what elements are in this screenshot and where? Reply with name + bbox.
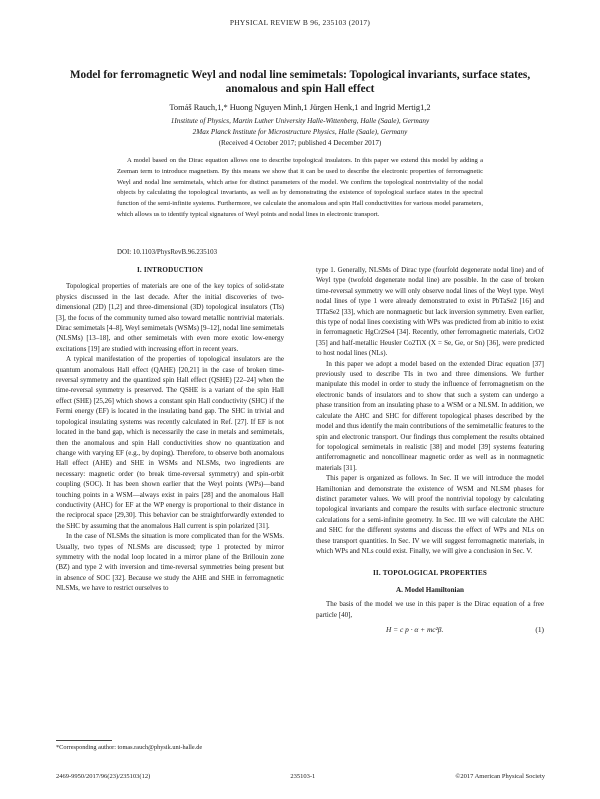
equation-1 xyxy=(316,625,544,635)
affiliation-1: 1Institute of Physics, Martin Luther University Halle-Wittenberg, Halle (Saale), Germany xyxy=(170,117,430,125)
intro-paragraph-3: In the case of NLSMs the situation is more complicated than for the WSMs. Usually, two types of NLSMs are discussed; type 1 protected by mirror symmetry with the nodal loop located in a mirror plane of the Brillouin zone (BZ) and type 2 with inversion and time-reversal symmetries being present but in absence of SOC [32]. Because we study the AHE and SHE in ferromagnetic NLSMs, we have to restrict ourselves to xyxy=(56,532,284,593)
running-head: PHYSICAL REVIEW B 96, 235103 (2017) xyxy=(229,18,371,27)
received-dates: (Received 4 October 2017; published 4 December 2017) xyxy=(218,139,382,147)
footnote-divider xyxy=(56,740,112,741)
doi-link[interactable]: DOI: 10.1103/PhysRevB.96.235103 xyxy=(117,249,218,256)
section-heading-introduction: I. INTRODUCTION xyxy=(136,266,204,274)
right-column xyxy=(316,265,544,635)
intro-paragraph-2: A typical manifestation of the properties of topological insulators are the quantum anomalous Hall effect (QAHE) [20,21] in the case of broken time-reversal symmetry and the quantized spin Hall effect (QSHE) [22–24] when the time-reversal symmetry is preserved. The QSHE is a variant of the spin Hall effect (SHE) [25,26] which shows a constant spin Hall conductivity (SHC) if the Fermi energy (EF) is located in the insulating band gap. The SHC in trivial and topological insulating systems was recently calculated in Ref. [27]. If EF is not located in the band gap, which is necessarily the case in metals and semimetals, then the anomalous and spin Hall conductivities show no quantization and change with varying EF (e.g., by doping). Therefore, to observe both anomalous Hall effect (AHE) and SHE in WSMs and NLSMs, two ingredients are necessary: magnetic order (to break time-reversal symmetry) and spin-orbit coupling (SOC). It has been shown earlier that the Weyl points (WPs)—band touching points in a WSM—always exist in pairs [28] and the anomalous Hall conductivity (AHC) for EF at the WP energy is proportional to their distance in the reciprocal space [29,30]. This behavior can be straightforwardly extended to the SHC by assuming that the anomalous Hall current is spin polarized [31]. xyxy=(56,355,284,530)
corresponding-author-footnote: *Corresponding author: tomas.rauch@physik.uni-halle.de xyxy=(56,744,203,751)
footer-copyright: ©2017 American Physical Society xyxy=(455,773,545,780)
model-paragraph: The basis of the model we use in this paper is the Dirac equation of a free particle [40], xyxy=(316,600,544,619)
section-heading-topological-properties: II. TOPOLOGICAL PROPERTIES xyxy=(372,569,488,578)
footer-page-number: 235103-1 xyxy=(290,773,316,780)
intro-paragraph-5: In this paper we adopt a model based on the extended Dirac equation [37] previously used to describe TIs in two and three dimensions. We further manipulate this model in order to study the influence of ferromagnetism on the electronic bands of insulators and to show that such a system can undergo a phase transition from an insulating phase to a WSM or a NLSM. In addition, we calculate the AHC and SHC for different topological phases described by the model and thus identify the main contributions of the semimetallic features to the spin and electronic transport. Our findings thus complement the results obtained for topological semimetals in realistic [38] and model [39] systems featuring antiferromagnetic and noncollinear magnetic order as well as in nonmagnetic materials [31]. xyxy=(316,359,544,472)
equation-body: H = c p · α + mc²β. xyxy=(386,625,444,634)
abstract: A model based on the Dirac equation allows one to describe topological insulators. In this paper we extend this model by adding a Zeeman term to introduce magnetism. By this means we show that it can be used to describe the electronic properties of ferromagnetic Weyl and nodal line semimetals, which arise for distinct parameters of the model. We confirm the topological nontriviality of the nodal objects by calculating the topological invariants, as well as by demonstrating the existence of topological surface states in the spectral function of the semi-infinite systems. Furthermore, we calculate the anomalous and spin Hall conductivities for various model parameters, which allows us to identify typical signatures of Weyl points and nodal lines in electronic transport. xyxy=(117,157,483,218)
equation-number: (1) xyxy=(535,625,544,634)
intro-paragraph-1: Topological properties of materials are one of the key topics of solid-state physics discussed in the last decade. After the initial discoveries of two-dimensional (2D) [1,2] and three-dimensional (3D) topological insulators (TIs) [3], the focus of the community turned also toward metallic nontrivial materials. Dirac semimetals [4–8], Weyl semimetals (WSMs) [9–12], nodal line semimetals (NLSMs) [13–18], and other semimetals with even more exotic low-energy excitations [19] are studied with increasing effort in recent years. xyxy=(56,282,284,353)
affiliation-2: 2Max Planck Institute for Microstructure Physics, Halle (Saale), Germany xyxy=(192,128,408,136)
page-footer xyxy=(56,773,545,780)
intro-paragraph-6: This paper is organized as follows. In Sec. II we will introduce the model Hamiltonian and demonstrate the existence of WSM and NLSM phases for distinct parameter values. We will proof the nontrivial topology by calculating topological invariants and compare the results with surface electronic structure calculations for a semi-infinite geometry. In Sec. III we will calculate the AHC and SHC for the different systems and discuss the effect of WPs and NLs on these transport quantities. In Sec. IV we will suggest ferromagnetic materials, in which WPs and NLs could exist. Finally, we will give a conclusion in Sec. V. xyxy=(316,474,544,555)
subsection-heading-model-hamiltonian: A. Model Hamiltonian xyxy=(396,585,464,594)
footer-issn: 2469-9950/2017/96(23)/235103(12) xyxy=(56,773,151,780)
author-list: Tomáš Rauch,1,* Huong Nguyen Minh,1 Jürgen Henk,1 and Ingrid Mertig1,2 xyxy=(169,103,431,112)
paper-title: Model for ferromagnetic Weyl and nodal line semimetals: Topological invariants, surface states, anomalous and spin Hall effect xyxy=(69,69,531,95)
left-column xyxy=(56,265,284,594)
intro-paragraph-4: type 1. Generally, NLSMs of Dirac type (fourfold degenerate nodal line) and of Weyl type (twofold degenerate nodal line) are possible. In the case of broken time-reversal symmetry we will only observe nodal lines of the Weyl type. Weyl nodal lines of type 1 were already demonstrated to exist in PbTaSe2 [16] and TlTaSe2 [33], which are nonmagnetic but lack inversion symmetry. Even earlier, this type of nodal lines coexisting with WPs was predicted from ab initio to exist in ferromagnetic HgCr2Se4 [34]. Recently, other ferromagnetic materials, CrO2 [35] and half-metallic Heusler Co2TiX (X = Se, Ge, or Sn) [36], were predicted to host nodal lines (NLs). xyxy=(316,266,544,358)
